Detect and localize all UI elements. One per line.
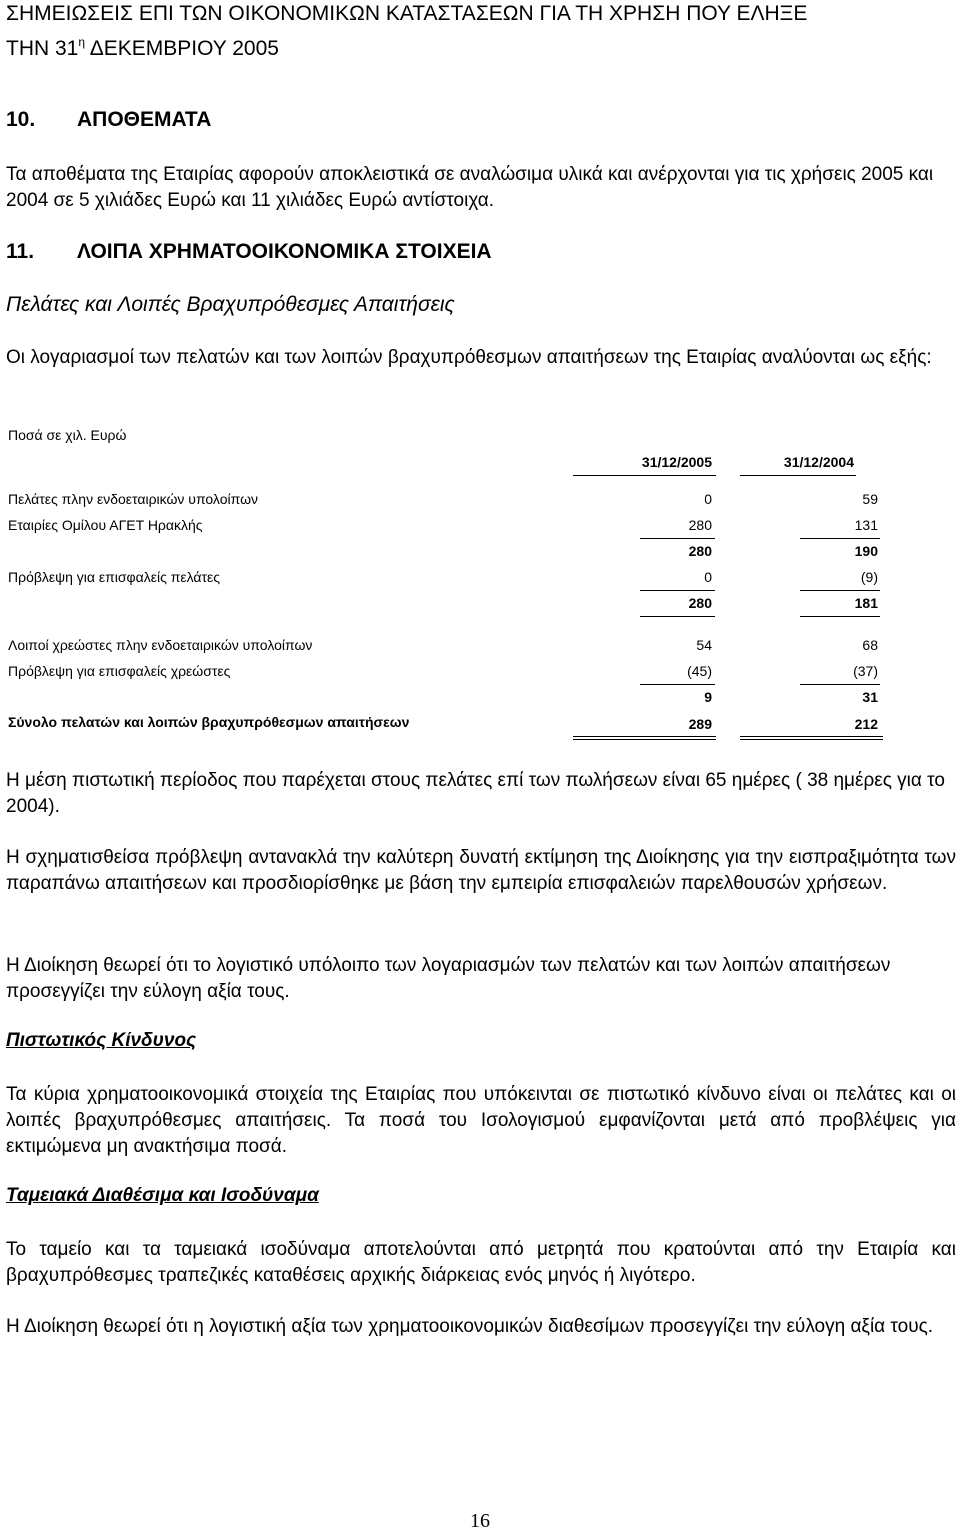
table-cell-2005: 280	[688, 543, 712, 559]
total-double-rule	[740, 739, 883, 740]
table-cell-2004: 190	[854, 543, 878, 559]
table-cell-2005: 9	[704, 689, 712, 705]
paragraph-fair-value: Η Διοίκηση θεωρεί ότι το λογιστικό υπόλοιπο των λογαριασμών των πελατών και των λοιπών απαιτήσεων προσεγγίζει την εύλογη αξία τους.	[6, 955, 891, 1002]
section-11-heading	[6, 240, 492, 264]
table-cell-2005: 54	[696, 637, 712, 653]
total-double-rule	[740, 736, 883, 737]
header-line-2-start: ΤΗΝ 31	[6, 37, 79, 60]
page-header	[6, 0, 956, 63]
total-double-rule	[573, 739, 716, 740]
total-double-rule	[573, 736, 716, 737]
paragraph-credit-period: Η μέση πιστωτική περίοδος που παρέχεται στους πελάτες επί των πωλήσεων είναι 65 ημέρες ( 38 ημέρες για το 2004).	[6, 770, 945, 817]
table-cell-2004: 31	[862, 689, 878, 705]
paragraph-provision: Η σχηματισθείσα πρόβλεψη αντανακλά την καλύτερη δυνατή εκτίμηση της Διοίκησης για την εισπραξιμότητα των παραπάνω απαιτήσεων και προσδιορίσθηκε με βάση την εμπειρία επισφαλειών παρελθουσών χρήσεων.	[6, 847, 956, 894]
table-cell-2004: (9)	[860, 569, 878, 585]
section-10-heading	[6, 108, 211, 132]
paragraph-credit-risk: Τα κύρια χρηματοοικονομικά στοιχεία της Εταιρίας που υπόκεινται σε πιστωτικό κίνδυνο είναι οι πελάτες και οι λοιπές βραχυπρόθεσμες απαιτήσεις. Τα ποσά του Ισολογισμού εμφανίζονται μετά από προβλέψεις για εκτιμώμενα μη ανακτήσιμα ποσά.	[6, 1084, 956, 1157]
subtotal-rule	[800, 590, 880, 591]
table-cell-2004: 68	[862, 637, 878, 653]
table-row-label: Πελάτες πλην ενδοεταιρικών υπολοίπων	[8, 491, 259, 507]
credit-risk-heading: Πιστωτικός Κίνδυνος	[6, 1030, 197, 1051]
table-cell-2005: 0	[704, 491, 712, 507]
header-underline-2004	[740, 475, 856, 476]
header-superscript: η	[78, 35, 86, 49]
subtotal-rule	[640, 590, 715, 591]
table-row-label: Πρόβλεψη για επισφαλείς χρεώστες	[8, 663, 231, 679]
table-cell-2004: 181	[854, 595, 878, 611]
subtotal-rule	[640, 684, 715, 685]
table-cell-2005: 280	[688, 517, 712, 533]
header-line-2	[6, 28, 956, 63]
table-row-label: Πρόβλεψη για επισφαλείς πελάτες	[8, 569, 221, 585]
table-cell-2005: (45)	[687, 663, 712, 679]
table-cell-2004: 59	[862, 491, 878, 507]
subtotal-rule	[800, 538, 880, 539]
section-11-title: ΛΟΙΠΑ ΧΡΗΜΑΤΟΟΙΚΟΝΟΜΙΚΑ ΣΤΟΙΧΕΙΑ	[77, 240, 492, 263]
subtotal-rule	[640, 538, 715, 539]
subtotal-rule	[640, 616, 715, 617]
paragraph-cash: Το ταμείο και τα ταμειακά ισοδύναμα αποτελούνται από μετρητά που κρατούνται από την Εταιρία και βραχυπρόθεσμες τραπεζικές καταθέσεις αρχικής διάρκειας ενός μηνός ή λιγότερο.	[6, 1239, 956, 1286]
cash-heading: Ταμειακά Διαθέσιμα και Ισοδύναμα	[6, 1185, 319, 1206]
table-cell-2004: 131	[854, 517, 878, 533]
section-11-number: 11.	[6, 240, 35, 263]
subtotal-rule	[800, 616, 880, 617]
table-cell-2004: (37)	[853, 663, 878, 679]
header-line-2-end: ΔΕΚΕΜΒΡΙΟΥ 2005	[85, 37, 279, 60]
col-header-2005: 31/12/2005	[641, 454, 712, 470]
section-11-intro: Οι λογαριασμοί των πελατών και των λοιπών βραχυπρόθεσμων απαιτήσεων της Εταιρίας αναλύονται ως εξής:	[6, 347, 932, 368]
paragraph-cash-fair-value: Η Διοίκηση θεωρεί ότι η λογιστική αξία των χρηματοοικονομικών διαθεσίμων προσεγγίζει την εύλογη αξία τους.	[6, 1316, 934, 1337]
section-11-subtitle: Πελάτες και Λοιπές Βραχυπρόθεσμες Απαιτήσεις	[6, 293, 455, 316]
section-10-title: ΑΠΟΘΕΜΑΤΑ	[77, 108, 212, 131]
header-underline-2005	[573, 475, 716, 476]
header-line-1: ΣΗΜΕΙΩΣΕΙΣ ΕΠΙ ΤΩΝ ΟΙΚΟΝΟΜΙΚΩΝ ΚΑΤΑΣΤΑΣΕΩΝ ΓΙΑ ΤΗ ΧΡΗΣΗ ΠΟΥ ΕΛΗΞΕ	[6, 2, 808, 25]
table-total-label: Σύνολο πελατών και λοιπών βραχυπρόθεσμων απαιτήσεων	[8, 714, 410, 730]
col-header-2004: 31/12/2004	[783, 454, 854, 470]
table-row-label: Λοιποί χρεώστες πλην ενδοεταιρικών υπολοίπων	[8, 637, 313, 653]
subtotal-rule	[800, 684, 880, 685]
table-total-2005: 289	[688, 716, 712, 732]
page-number: 16	[470, 1510, 490, 1532]
table-unit-label: Ποσά σε χιλ. Ευρώ	[8, 427, 127, 443]
section-10-text: Τα αποθέματα της Εταιρίας αφορούν αποκλειστικά σε αναλώσιμα υλικά και ανέρχονται για τις χρήσεις 2005 και 2004 σε 5 χιλιάδες Ευρώ και 11 χιλιάδες Ευρώ αντίστοιχα.	[6, 164, 934, 211]
table-cell-2005: 0	[704, 569, 712, 585]
table-row-label: Εταιρίες Ομίλου ΑΓΕΤ Ηρακλής	[8, 517, 203, 533]
table-total-2004: 212	[854, 716, 878, 732]
section-10-number: 10.	[6, 108, 36, 131]
table-cell-2005: 280	[688, 595, 712, 611]
